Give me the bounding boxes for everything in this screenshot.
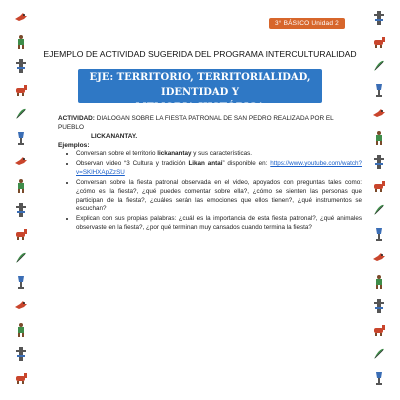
item-bold: Likan antai <box>188 159 223 167</box>
item-text: Observan video “3 Cultura y tradición <box>76 159 189 167</box>
bird-icon <box>371 250 387 266</box>
lamp-icon <box>371 82 387 98</box>
banner-title-line1: EJE: TERRITORIO, TERRITORIALIDAD, IDENTIDAD Y <box>89 72 311 98</box>
activity-text: DIALOGAN SOBRE LA FIESTA PATRONAL DE SAN PEDRO REALIZADA POR EL PUEBLO <box>58 115 334 131</box>
item-text: ” disponible en: <box>222 159 271 167</box>
video-link[interactable]: https://www.youtube.com/watch?v=SKlHXApZzSU <box>76 159 362 176</box>
bird-icon <box>13 298 29 314</box>
totem-icon <box>371 10 387 26</box>
animal-icon <box>13 226 29 242</box>
list-item <box>76 160 362 178</box>
lamp-icon <box>13 274 29 290</box>
bird-icon <box>13 10 29 26</box>
unit-tag: 3° BÁSICO Unidad 2 <box>269 18 345 29</box>
examples-heading: Ejemplos: <box>58 142 90 149</box>
axis-banner <box>78 69 322 113</box>
figure-icon <box>371 130 387 146</box>
feather-icon <box>13 250 29 266</box>
lamp-icon <box>13 130 29 146</box>
banner-title-line2: MEMORIA HISTÓRICA <box>135 102 265 113</box>
animal-icon <box>371 178 387 194</box>
animal-icon <box>13 370 29 386</box>
animal-icon <box>371 322 387 338</box>
totem-icon <box>371 298 387 314</box>
item-text: y sus características. <box>191 150 253 157</box>
bird-icon <box>13 154 29 170</box>
figure-icon <box>13 178 29 194</box>
feather-icon <box>371 202 387 218</box>
totem-icon <box>371 154 387 170</box>
animal-icon <box>13 82 29 98</box>
figure-icon <box>13 322 29 338</box>
totem-icon <box>13 202 29 218</box>
banner-title <box>78 70 322 115</box>
examples-list <box>58 150 362 234</box>
item-text: Conversan sobre el territorio <box>76 150 158 157</box>
activity-statement <box>58 114 348 141</box>
feather-icon <box>371 58 387 74</box>
animal-icon <box>371 34 387 50</box>
bird-icon <box>371 106 387 122</box>
item-bold: lickanantay <box>157 150 192 157</box>
list-item: • Conversan sobre la fiesta patronal observada en el video, apoyados con preguntas tales como: ¿cómo es la fiesta?, ¿qué puedes comentar sobre ella?, ¿cómo se sienten las personas que participan de la fiesta?, ¿cuáles serán las emociones que ellos tienen?, ¿qué instrumentos se escuchan? <box>76 179 362 215</box>
figure-icon <box>371 274 387 290</box>
activity-label: ACTIVIDAD: <box>58 115 95 122</box>
list-item <box>76 150 362 159</box>
totem-icon <box>13 58 29 74</box>
totem-icon <box>13 346 29 362</box>
activity-text-continued: LICKANANTAY. <box>91 133 138 140</box>
lamp-icon <box>371 226 387 242</box>
feather-icon <box>371 346 387 362</box>
list-item: • Explican con sus propias palabras: ¿cuál es la importancia de esta fiesta patronal?, ¿qué animales observaste en la fiesta?, ¿por qué terminan muy cansados cuando termina la fiesta? <box>76 215 362 233</box>
figure-icon <box>13 34 29 50</box>
feather-icon <box>13 106 29 122</box>
document-header: EJEMPLO DE ACTIVIDAD SUGERIDA DEL PROGRAMA INTERCULTURALIDAD <box>43 49 357 59</box>
lamp-icon <box>371 370 387 386</box>
